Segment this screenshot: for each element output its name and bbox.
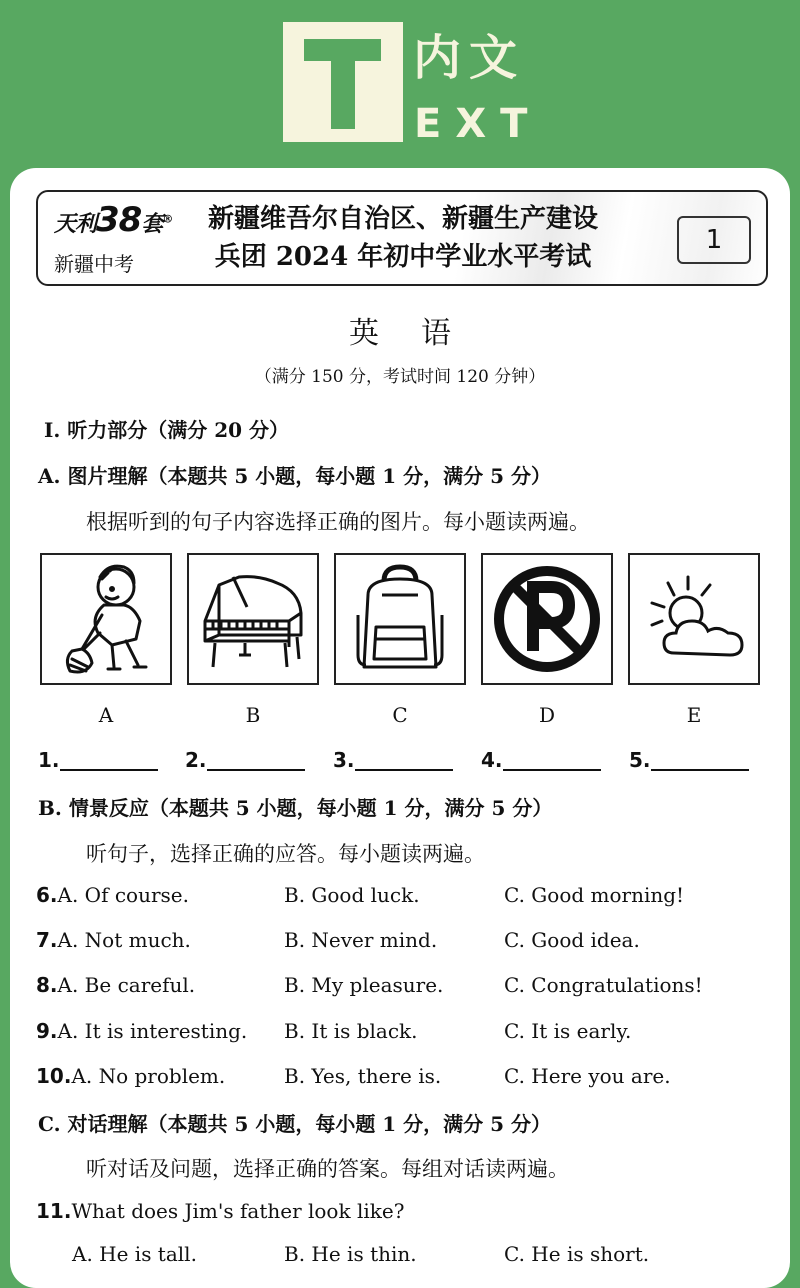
logo-brand: 天利38套® <box>54 200 173 240</box>
question-8-option-b: B. My pleasure. <box>284 973 444 997</box>
badge-letter-t-stem <box>331 39 355 129</box>
answer-blank-2[interactable]: 2. <box>185 748 305 772</box>
question-7-option-b: B. Never mind. <box>284 928 438 952</box>
picture-label-d: D <box>538 703 556 727</box>
question-8: 8.A. Be careful. <box>36 973 196 997</box>
header-title-en: EXT <box>414 101 542 147</box>
header-title-cn: 内文 <box>413 30 526 86</box>
picture-label-b: B <box>245 703 261 727</box>
picture-label-a: A <box>98 703 114 727</box>
answer-blank-3[interactable]: 3. <box>333 748 453 772</box>
answer-blank-1[interactable]: 1. <box>38 748 158 772</box>
question-8-option-c: C. Congratulations! <box>504 973 703 997</box>
exam-title-line2: 兵团 2024 年初中学业水平考试 <box>214 242 592 272</box>
question-6-option-b: B. Good luck. <box>284 883 420 907</box>
exam-title <box>168 200 638 276</box>
picture-label-c: C <box>392 703 408 727</box>
page-header <box>0 0 800 180</box>
section-b-instruction: 听句子，选择正确的应答。每小题读两遍。 <box>86 842 485 866</box>
piano-icon <box>189 555 317 683</box>
question-11-option-c: C. He is short. <box>504 1242 650 1266</box>
question-10: 10.A. No problem. <box>36 1064 226 1088</box>
question-11: 11.What does Jim's father look like? <box>36 1199 405 1223</box>
section-b-heading: B. 情景反应（本题共 5 小题，每小题 1 分，满分 5 分） <box>38 796 553 820</box>
answer-blank-5[interactable]: 5. <box>629 748 749 772</box>
question-7-option-c: C. Good idea. <box>504 928 640 952</box>
no-parking-icon <box>483 555 611 683</box>
part1-heading: I. 听力部分（满分 20 分） <box>44 418 290 442</box>
publisher-logo <box>52 200 173 276</box>
backpack-icon <box>336 555 464 683</box>
section-a-heading: A. 图片理解（本题共 5 小题，每小题 1 分，满分 5 分） <box>38 464 551 488</box>
question-11-option-a: A. He is tall. <box>72 1242 197 1266</box>
exam-title-line1: 新疆维吾尔自治区、新疆生产建设 <box>207 204 598 234</box>
picture-e <box>628 553 760 685</box>
subject-title: 英语 <box>349 316 493 351</box>
picture-a <box>40 553 172 685</box>
section-c-instruction: 听对话及问题，选择正确的答案。每组对话读两遍。 <box>86 1157 569 1181</box>
picture-c <box>334 553 466 685</box>
question-10-option-c: C. Here you are. <box>504 1064 671 1088</box>
picture-label-e: E <box>686 703 702 727</box>
question-9: 9.A. It is interesting. <box>36 1019 248 1043</box>
section-c-heading: C. 对话理解（本题共 5 小题，每小题 1 分，满分 5 分） <box>38 1112 552 1136</box>
exam-number: 1 <box>677 216 751 264</box>
sun-cloud-icon <box>630 555 758 683</box>
section-a-instruction: 根据听到的句子内容选择正确的图片。每小题读两遍。 <box>86 510 590 534</box>
boy-sweeping-icon <box>42 555 170 683</box>
picture-b <box>187 553 319 685</box>
exam-title-box <box>36 190 768 286</box>
question-6: 6.A. Of course. <box>36 883 189 907</box>
question-11-option-b: B. He is thin. <box>284 1242 417 1266</box>
score-time-note: （满分 150 分，考试时间 120 分钟） <box>254 367 546 387</box>
answer-blank-4[interactable]: 4. <box>481 748 601 772</box>
question-10-option-b: B. Yes, there is. <box>284 1064 442 1088</box>
text-badge <box>283 22 403 142</box>
picture-d <box>481 553 613 685</box>
question-6-option-c: C. Good morning! <box>504 883 685 907</box>
logo-sub: 新疆中考 <box>54 252 134 276</box>
question-9-option-b: B. It is black. <box>284 1019 418 1043</box>
question-7: 7.A. Not much. <box>36 928 191 952</box>
question-9-option-c: C. It is early. <box>504 1019 632 1043</box>
